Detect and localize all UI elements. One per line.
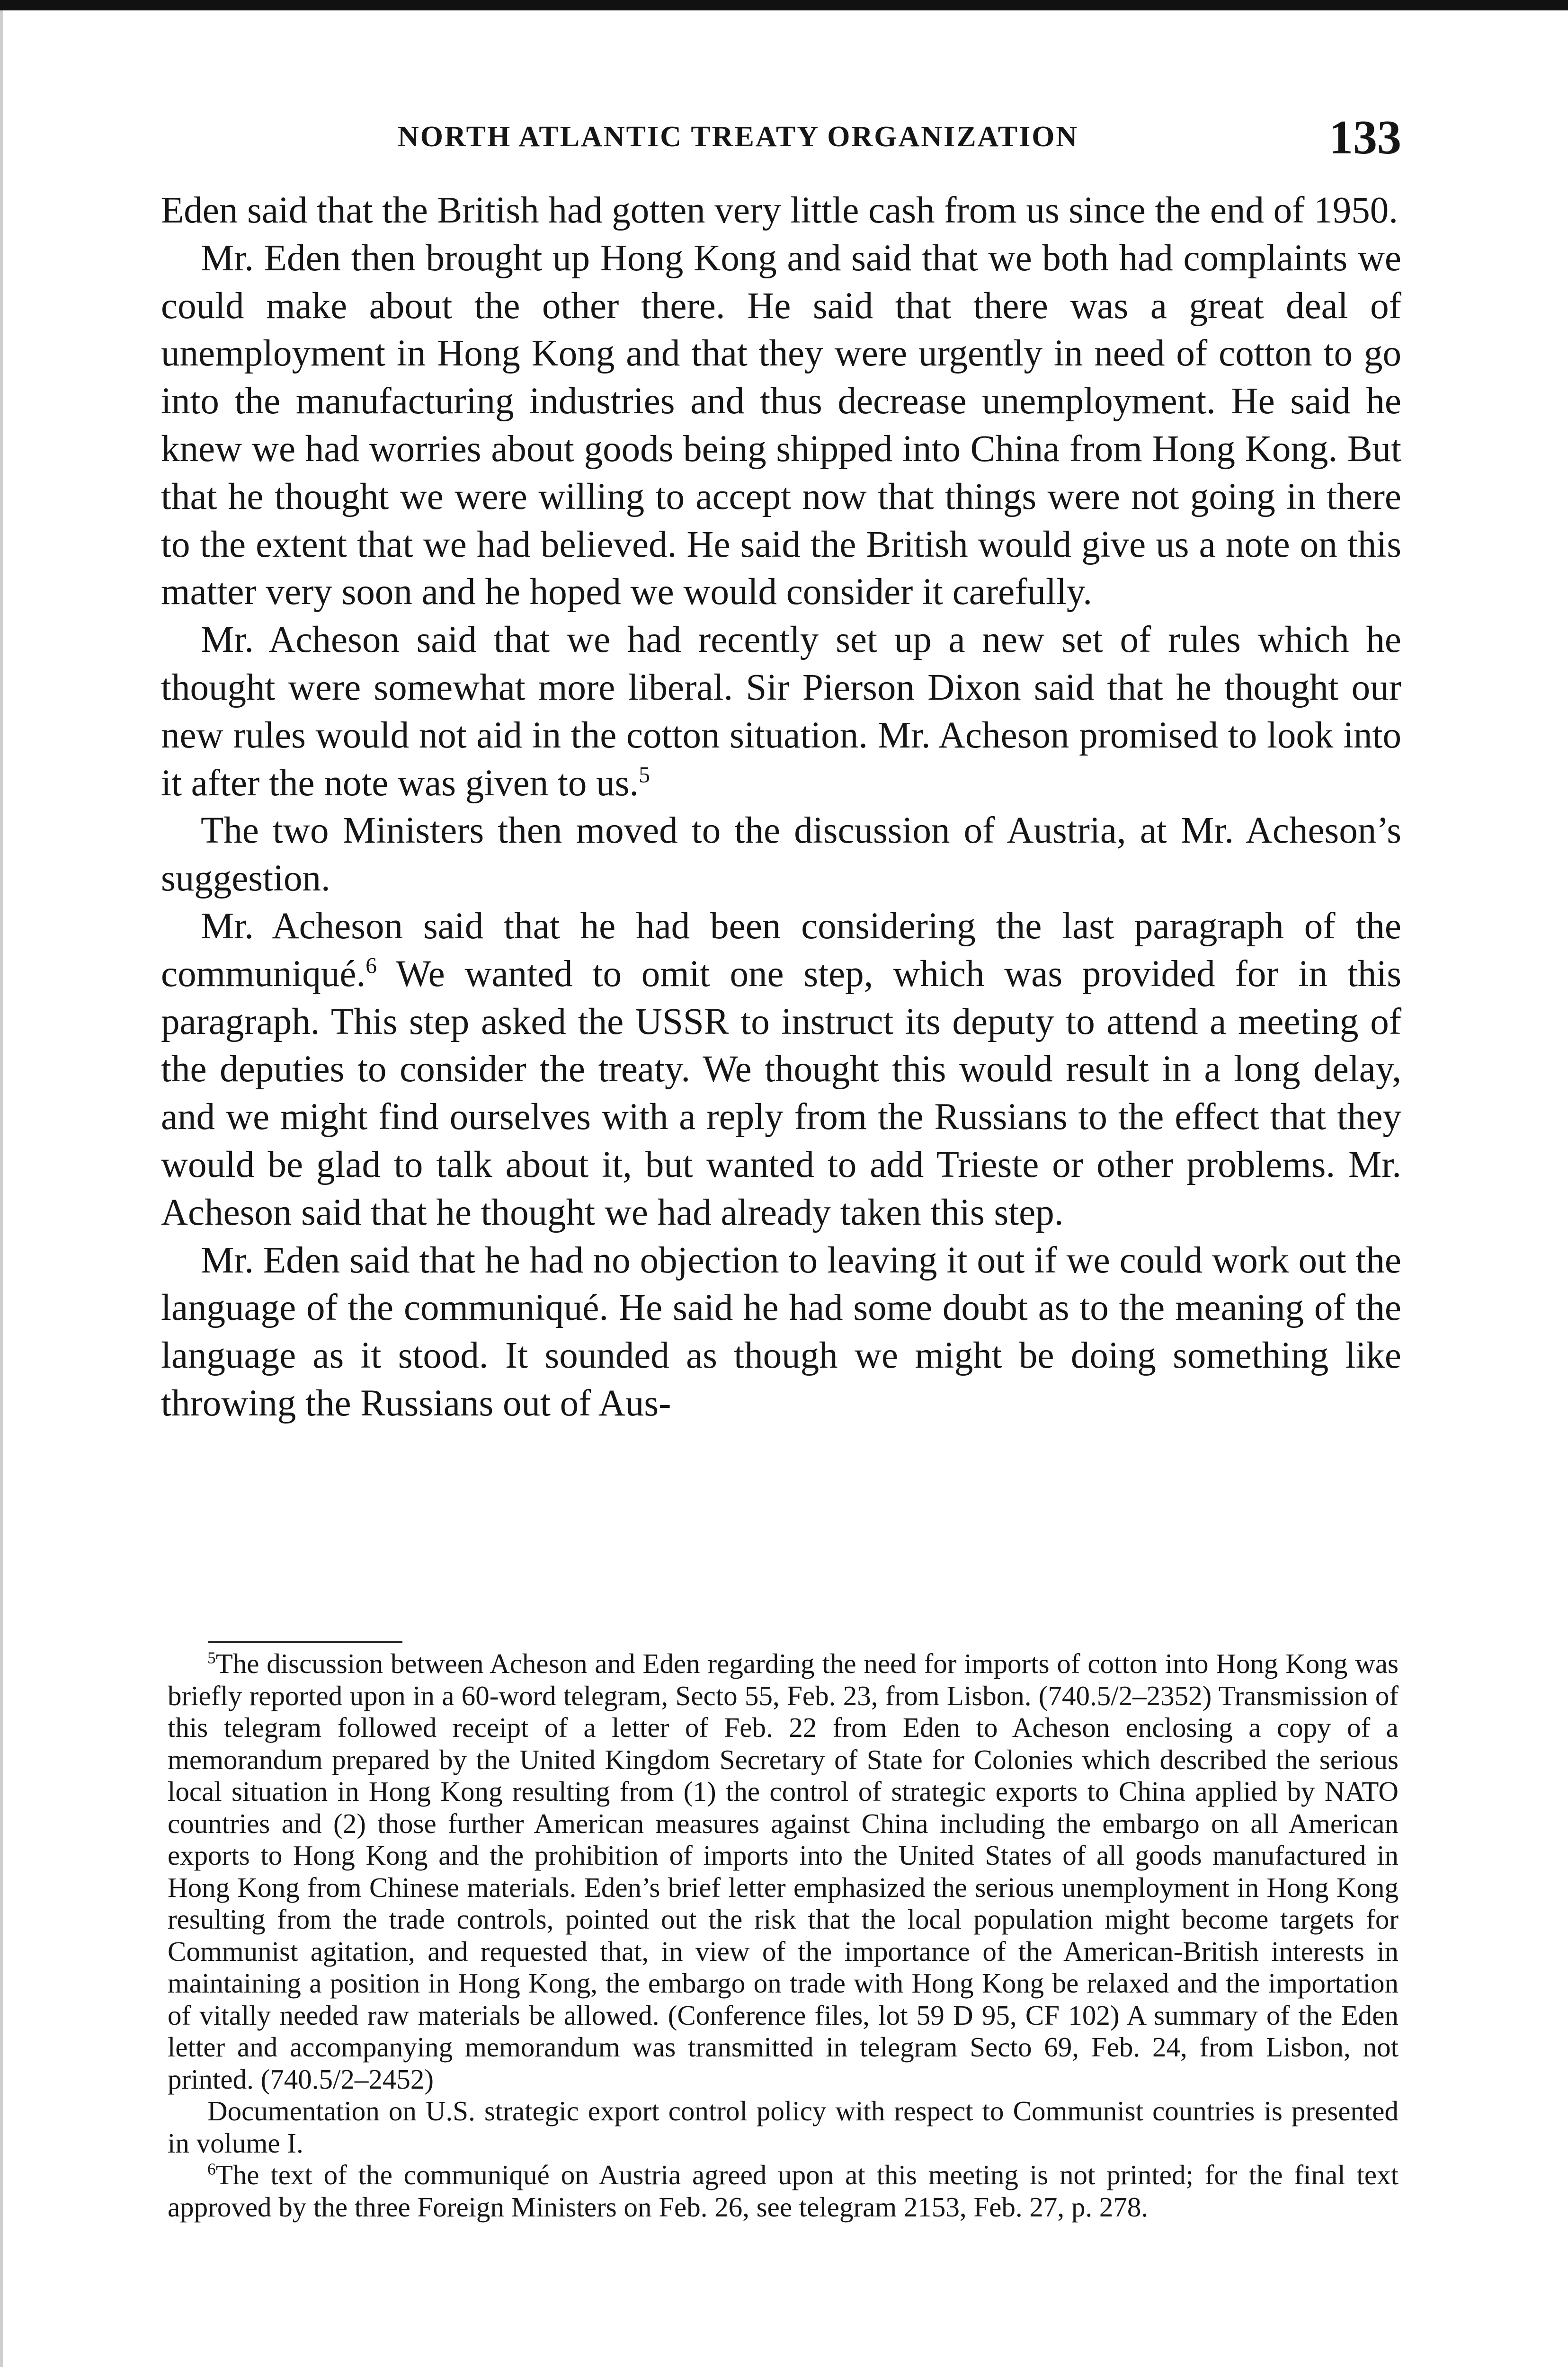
footnote-separator [208,1641,402,1643]
running-head [161,110,1401,162]
paragraph-austria: The two Ministers then moved to the discussion of Austria, at Mr. Acheson’s suggestion. [161,810,1401,899]
page-left-edge [0,10,3,2367]
footnote-6-number: 6 [207,2159,216,2179]
footnote-5-number: 5 [207,1648,216,1667]
page-number: 133 [1329,111,1401,164]
footnote-6-text: The text of the communiqué on Austria agreed upon at this meeting is not printed; for the final text approved by the three Foreign Ministers on Feb. 26, see telegram 2153, Feb. 27, p. 278. [168,2159,1399,2223]
top-border-rule [0,0,1568,10]
paragraph-hong-kong: Mr. Eden then brought up Hong Kong and said that we both had complaints we could make about the other there. He said that there was a great deal of unemployment in Hong Kong and that they were urgently in need of cotton to go into the manufacturing industries and thus decrease unemployment. He said he knew we had worries about goods being shipped into China from Hong Kong. But that he thought we were willing to accept now that things were not going in there to the extent that we had believed. He said the British would give us a note on this matter very soon and he hoped we would consider it carefully. [161,237,1401,613]
footnote-6 [168,2159,1399,2223]
footnote-5-text: The discussion between Acheson and Eden regarding the need for imports of cotton into Hong Kong was briefly reported upon in a 60-word telegram, Secto 55, Feb. 23, from Lisbon. (740.5/2–2352) Transmission of this telegram followed receipt of a letter of Feb. 22 from Eden to Acheson enclosing a copy of a memorandum prepared by the United Kingdom Secretary of State for Colonies which described the serious local situation in Hong Kong resulting from (1) the control of strategic exports to China applied by NATO countries and (2) those further American measures against China including the embargo on all American exports to Hong Kong and the prohibition of imports into the United States of all goods manufactured in Hong Kong from Chinese materials. Eden’s brief letter emphasized the serious unemployment in Hong Kong resulting from the trade controls, pointed out the risk that the local population might become targets for Communist agitation, and requested that, in view of the importance of the American-British interests in maintaining a position in Hong Kong, the embargo on trade with Hong Kong be relaxed and the importation of vitally needed raw materials be allowed. (Conference files, lot 59 D 95, CF 102) A summary of the Eden letter and accompanying memorandum was transmitted in telegram Secto 69, Feb. 24, from Lisbon, not printed. (740.5/2–2452) [168,1648,1399,2095]
paragraph-new-rules-text: Mr. Acheson said that we had recently set up a new set of rules which he thought were somewhat more liberal. Sir Pierson Dixon said that he thought our new rules would not aid in the cotton situation. Mr. Acheson promised to look into it after the note was given to us. [161,619,1401,804]
footnote-ref-5[interactable]: 5 [639,763,650,788]
paragraph-continuation: Eden said that the British had gotten very little cash from us since the end of 1950. [161,190,1398,231]
paragraph-new-rules [161,616,1401,807]
body-text [161,187,1401,1428]
paragraph-communique [161,903,1401,1237]
footnotes [168,1648,1399,2223]
footnote-5 [168,1648,1399,2095]
footnote-5-continuation: Documentation on U.S. strategic export control policy with respect to Communist countries is presented in volume I. [168,2095,1399,2159]
paragraph-communique-text-b: We wanted to omit one step, which was provided for in this paragraph. This step asked the USSR to instruct its deputy to attend a meeting of the deputies to consider the treaty. We thought this would result in a long delay, and we might find ourselves with a reply from the Russians to the effect that they would be glad to talk about it, but wanted to add Trieste or other problems. Mr. Acheson said that he thought we had already taken this step. [161,953,1401,1233]
paragraph-communique-text-a: Mr. Acheson said that he had been considering the last paragraph of the communiqué. [161,905,1401,995]
paragraph-eden-reply: Mr. Eden said that he had no objection to leaving it out if we could work out the language of the communiqué. He said he had some doubt as to the meaning of the language as it stood. It sounded as though we might be doing something like throwing the Russians out of Aus- [161,1239,1401,1424]
header-title: NORTH ATLANTIC TREATY ORGANIZATION [398,121,1079,153]
footnote-ref-6[interactable]: 6 [365,953,377,979]
